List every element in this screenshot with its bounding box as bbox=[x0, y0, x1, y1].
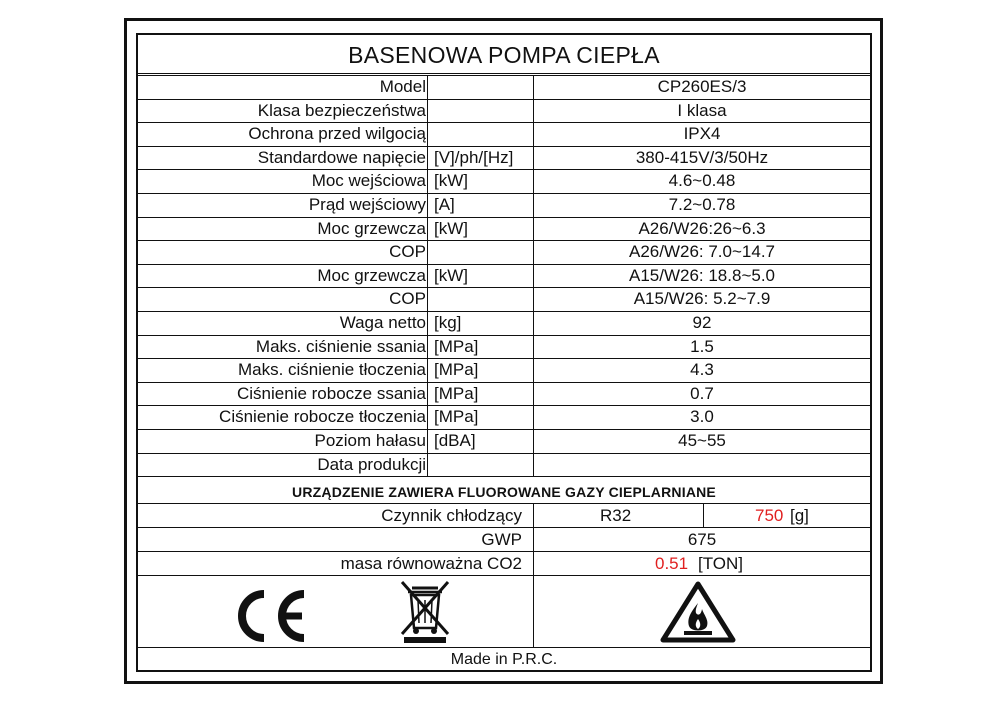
column-divider-symbols bbox=[533, 575, 534, 647]
table-row-divider bbox=[138, 73, 870, 74]
spec-value bbox=[535, 453, 869, 476]
table-row-divider bbox=[138, 405, 870, 406]
spec-value: A15/W26: 5.2~7.9 bbox=[633, 289, 771, 308]
spec-label: Ochrona przed wilgocią bbox=[248, 124, 426, 143]
spec-unit: [MPa] bbox=[434, 407, 479, 426]
label-title: BASENOWA POMPA CIEPŁA bbox=[348, 42, 660, 68]
spec-value: 45~55 bbox=[678, 431, 726, 450]
table-row-divider bbox=[138, 311, 870, 312]
table-row-divider bbox=[138, 476, 870, 477]
table-row-divider bbox=[138, 193, 870, 194]
fluorinated-gas-warning: URZĄDZENIE ZAWIERA FLUOROWANE GAZY CIEPLARNIANE bbox=[292, 484, 716, 500]
refrigerant-label: Czynnik chłodzący bbox=[381, 506, 522, 525]
spec-value: 1.5 bbox=[690, 337, 714, 356]
spec-value: IPX4 bbox=[683, 124, 721, 143]
refrigerant-amount: 750 bbox=[755, 506, 784, 525]
spec-unit: [kW] bbox=[434, 266, 468, 285]
spec-label: Moc grzewcza bbox=[317, 266, 426, 285]
origin-footer: Made in P.R.C. bbox=[450, 651, 558, 668]
gwp-label: GWP bbox=[481, 530, 522, 549]
co2-equivalent-value: 0.51 bbox=[655, 554, 689, 573]
table-row-divider bbox=[138, 382, 870, 383]
column-divider-label bbox=[427, 75, 428, 476]
refrigerant-unit: [g] bbox=[790, 506, 809, 525]
column-divider-gas bbox=[533, 503, 534, 575]
spec-value: A26/W26: 7.0~14.7 bbox=[628, 242, 776, 261]
table-row-divider bbox=[138, 287, 870, 288]
spec-unit: [MPa] bbox=[434, 360, 479, 379]
table-row-divider bbox=[138, 453, 870, 454]
spec-label: Model bbox=[379, 77, 426, 96]
spec-value: 92 bbox=[692, 313, 712, 332]
table-row-divider bbox=[138, 335, 870, 336]
spec-value: 4.3 bbox=[690, 360, 714, 379]
spec-label: Data produkcji bbox=[317, 455, 426, 474]
spec-label: Standardowe napięcie bbox=[257, 148, 426, 167]
spec-value: A26/W26:26~6.3 bbox=[638, 219, 766, 238]
spec-unit: [kW] bbox=[434, 171, 468, 190]
spec-unit: [A] bbox=[434, 195, 455, 214]
spec-value: I klasa bbox=[677, 101, 727, 120]
spec-label: Moc wejściowa bbox=[311, 171, 426, 190]
spec-unit: [dBA] bbox=[434, 431, 476, 450]
spec-label: Klasa bezpieczeństwa bbox=[257, 101, 426, 120]
spec-unit: [kW] bbox=[434, 219, 468, 238]
table-row-divider bbox=[138, 217, 870, 218]
spec-label: Ciśnienie robocze ssania bbox=[237, 384, 426, 403]
table-row-divider bbox=[138, 575, 870, 576]
spec-unit: [kg] bbox=[434, 313, 462, 332]
crossed-out-bin-icon bbox=[398, 578, 452, 649]
spec-value: 3.0 bbox=[690, 407, 714, 426]
spec-label: Maks. ciśnienie ssania bbox=[255, 337, 426, 356]
column-divider-refrigerant bbox=[703, 503, 704, 527]
spec-label: Poziom hałasu bbox=[314, 431, 426, 450]
co2-equivalent-unit: [TON] bbox=[698, 554, 744, 573]
spec-value: A15/W26: 18.8~5.0 bbox=[628, 266, 776, 285]
spec-label: Prąd wejściowy bbox=[308, 195, 426, 214]
spec-label: COP bbox=[389, 289, 426, 308]
table-row-divider bbox=[138, 527, 870, 528]
spec-label: Moc grzewcza bbox=[317, 219, 426, 238]
table-row-divider bbox=[138, 169, 870, 170]
co2-equivalent-label: masa równoważna CO2 bbox=[340, 554, 522, 573]
spec-unit: [MPa] bbox=[434, 384, 479, 403]
spec-label: Waga netto bbox=[339, 313, 426, 332]
spec-unit: [MPa] bbox=[434, 337, 479, 356]
spec-unit: [V]/ph/[Hz] bbox=[434, 148, 514, 167]
spec-value: 4.6~0.48 bbox=[668, 171, 736, 190]
refrigerant-name: R32 bbox=[600, 506, 632, 525]
table-row-divider bbox=[138, 75, 870, 76]
ce-mark-icon bbox=[230, 588, 310, 649]
flammable-warning-icon bbox=[660, 581, 736, 648]
spec-value: 380-415V/3/50Hz bbox=[635, 148, 769, 167]
spec-value: CP260ES/3 bbox=[657, 77, 747, 96]
spec-label: COP bbox=[389, 242, 426, 261]
column-divider-unit bbox=[533, 75, 534, 476]
table-row-divider bbox=[138, 122, 870, 123]
table-row-divider bbox=[138, 99, 870, 100]
spec-label: Ciśnienie robocze tłoczenia bbox=[219, 407, 426, 426]
table-row-divider bbox=[138, 647, 870, 648]
table-row-divider bbox=[138, 429, 870, 430]
table-row-divider bbox=[138, 503, 870, 504]
spec-value: 0.7 bbox=[690, 384, 714, 403]
spec-label: Maks. ciśnienie tłoczenia bbox=[237, 360, 426, 379]
table-row-divider bbox=[138, 146, 870, 147]
table-row-divider bbox=[138, 240, 870, 241]
table-row-divider bbox=[138, 264, 870, 265]
table-row-divider bbox=[138, 358, 870, 359]
gwp-value: 675 bbox=[687, 530, 717, 549]
spec-value: 7.2~0.78 bbox=[668, 195, 736, 214]
table-row-divider bbox=[138, 551, 870, 552]
